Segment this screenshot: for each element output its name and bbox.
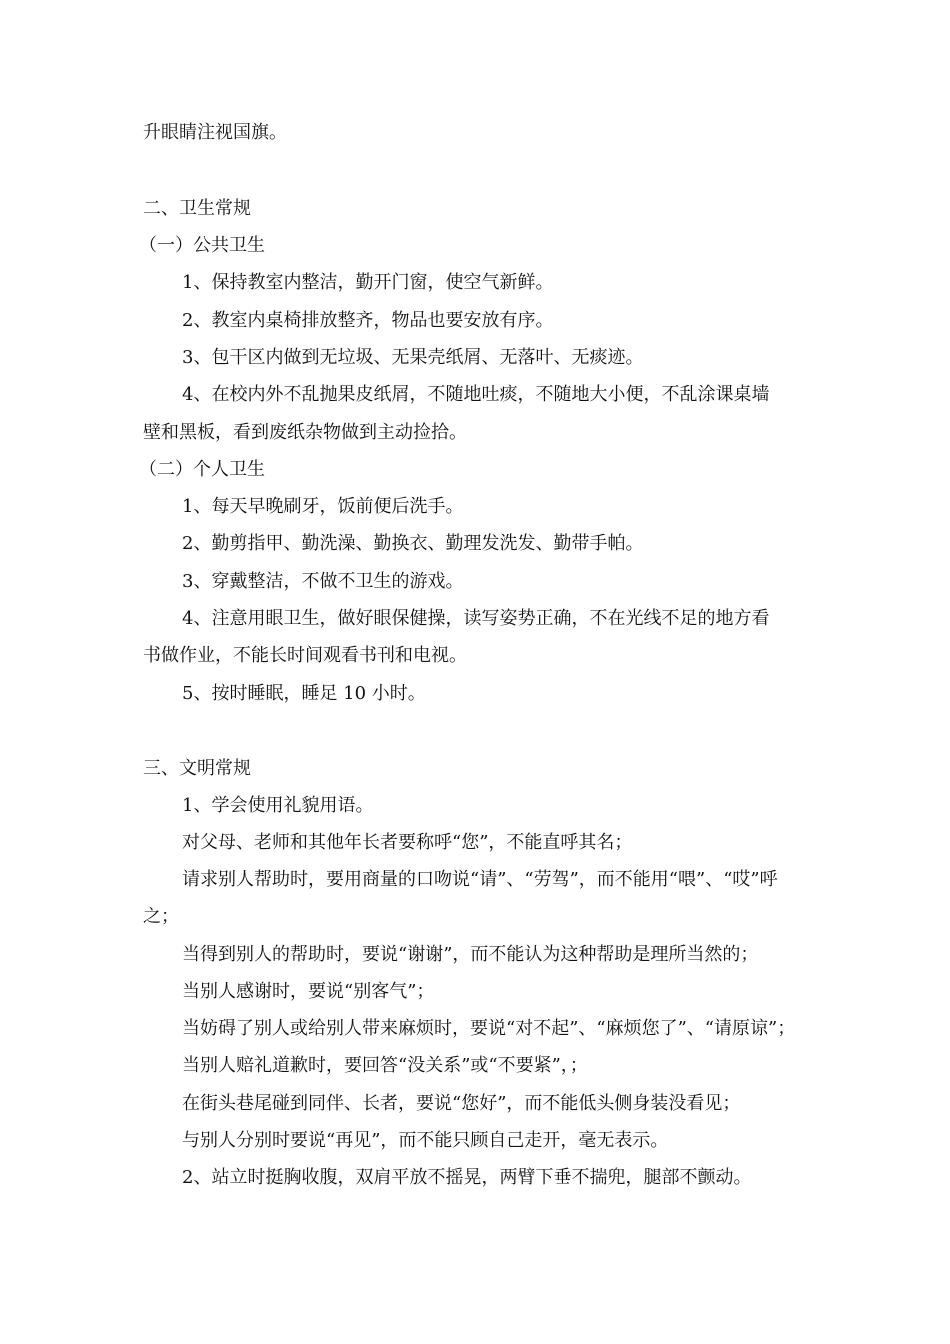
paragraph-line: 请求别人帮助时，要用商量的口吻说“请”、“劳驾”，而不能用“喂”、“哎”呼 [182,869,778,890]
list-item: 5、按时睡眠，睡足 10 小时。 [182,683,426,704]
list-item: 2、教室内桌椅排放整齐，物品也要安放有序。 [182,310,554,331]
list-item: 1、保持教室内整洁，勤开门窗，使空气新鲜。 [182,272,554,293]
list-item: 1、每天早晚刷牙，饭前便后洗手。 [182,496,464,517]
list-item-continuation: 壁和黑板，看到废纸杂物做到主动捡拾。 [143,422,467,443]
subsection-heading: （一）公共卫生 [139,235,265,256]
list-item: 4、在校内外不乱抛果皮纸屑，不随地吐痰，不随地大小便，不乱涂课桌墙 [182,384,770,405]
paragraph-line: 对父母、老师和其他年长者要称呼“您”，不能直呼其名； [182,832,633,853]
paragraph-line: 在街头巷尾碰到同伴、长者，要说“您好”，而不能低头侧身装没看见； [182,1093,741,1114]
section-heading: 二、卫生常规 [143,198,251,219]
paragraph-line: 当别人感谢时，要说“别客气”； [182,981,435,1002]
paragraph-line: 当妨碍了别人或给别人带来麻烦时，要说“对不起”、“麻烦您了”、“请原谅”； [182,1018,796,1039]
list-item: 4、注意用眼卫生，做好眼保健操，读写姿势正确，不在光线不足的地方看 [182,608,770,629]
paragraph-line: 当得到别人的帮助时，要说“谢谢”，而不能认为这种帮助是理所当然的； [182,944,759,965]
list-item: 3、穿戴整洁，不做不卫生的游戏。 [182,571,464,592]
paragraph-continuation: 之； [143,906,179,927]
subsection-heading: （二）个人卫生 [139,459,265,480]
list-item: 1、学会使用礼貌用语。 [182,795,374,816]
list-item: 3、包干区内做到无垃圾、无果壳纸屑、无落叶、无痰迹。 [182,347,644,368]
paragraph-line: 与别人分别时要说“再见”，而不能只顾自己走开，毫无表示。 [182,1130,669,1151]
list-item: 2、站立时挺胸收腹，双肩平放不摇晃，两臂下垂不揣兜，腿部不颤动。 [182,1167,752,1188]
text-line: 升眼睛注视国旗。 [143,122,287,143]
list-item-continuation: 书做作业，不能长时间观看书刊和电视。 [143,645,467,666]
section-heading: 三、文明常规 [143,758,251,779]
list-item: 2、勤剪指甲、勤洗澡、勤换衣、勤理发洗发、勤带手帕。 [182,533,644,554]
paragraph-line: 当别人赔礼道歉时，要回答“没关系”或“不要紧”，； [182,1055,588,1076]
